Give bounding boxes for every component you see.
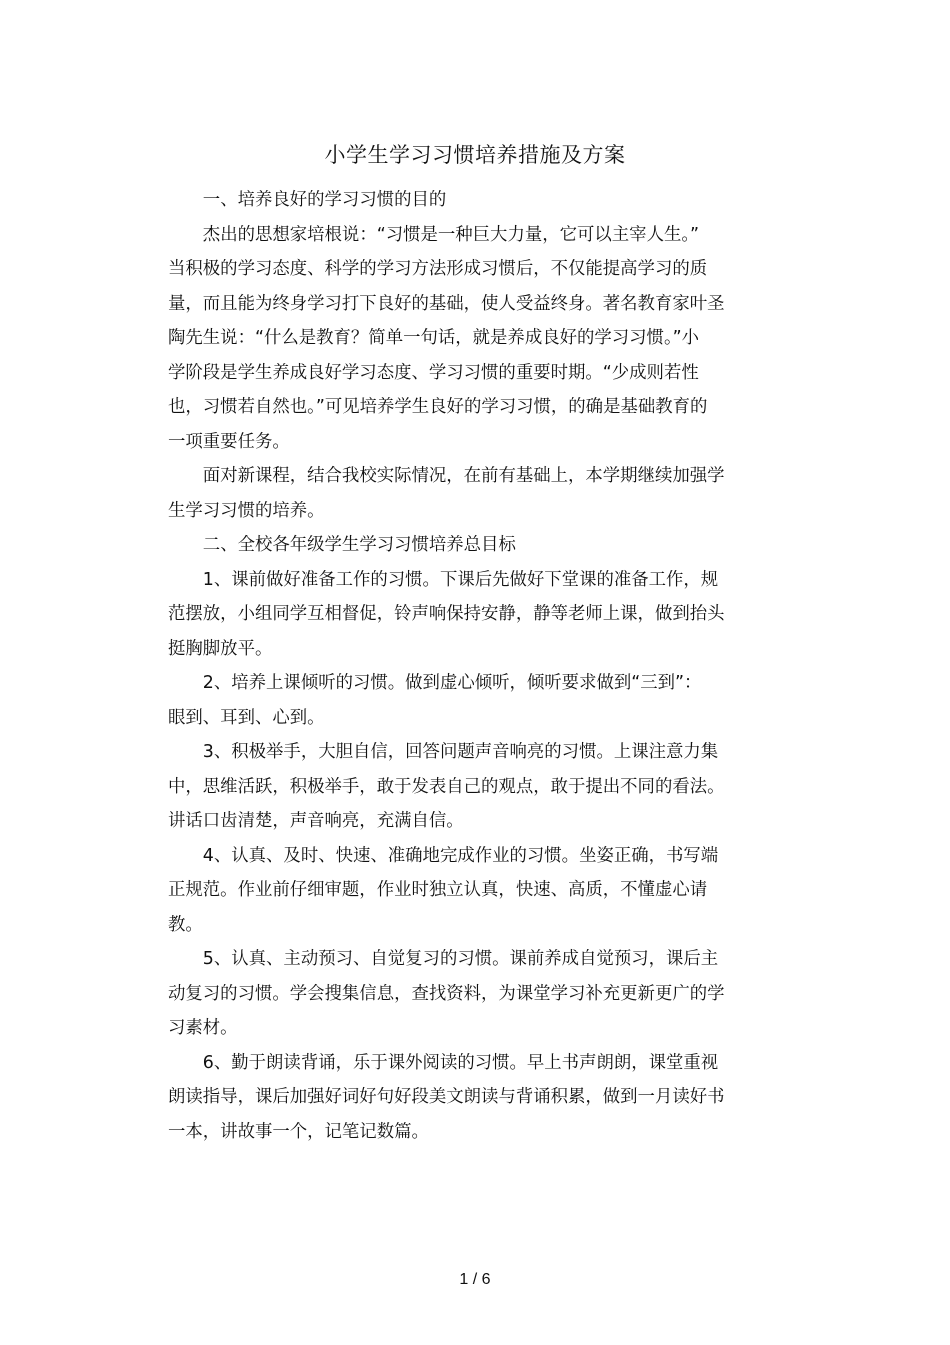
text-line: 习素材。	[168, 1018, 238, 1038]
document-title: 小学生学习习惯培养措施及方案	[324, 143, 626, 167]
document-body	[168, 183, 748, 1149]
text-line: 一、培养良好的学习习惯的目的	[202, 190, 447, 210]
section-heading	[168, 183, 748, 218]
text-line: 当积极的学习态度、科学的学习方法形成习惯后，不仅能提高学习的质	[168, 259, 708, 279]
text-line: 挺胸脚放平。	[168, 638, 273, 659]
list-item	[168, 563, 748, 667]
text-line: 朗读指导，课后加强好词好句好段美文朗读与背诵积累，做到一月读好书	[168, 1087, 725, 1107]
text-line: 陶先生说：“什么是教育？简单一句话，就是养成良好的学习习惯。”小	[168, 328, 700, 348]
text-line: 范摆放，小组同学互相督促，铃声响保持安静，静等老师上课，做到抬头	[168, 604, 725, 624]
text-line: 学阶段是学生养成良好学习态度、学习习惯的重要时期。“少成则若性	[168, 362, 699, 383]
text-line: 讲话口齿清楚，声音响亮，充满自信。	[168, 811, 464, 831]
list-item	[168, 942, 748, 1046]
text-line: 也，习惯若自然也。”可见培养学生良好的学习习惯，的确是基础教育的	[168, 397, 708, 417]
paragraph	[168, 459, 748, 528]
text-line: 2、培养上课倾听的习惯。做到虚心倾听，倾听要求做到“三到”：	[202, 673, 702, 693]
section-heading	[168, 528, 748, 563]
text-line: 3、积极举手，大胆自信，回答问题声音响亮的习惯。上课注意力集	[202, 742, 719, 762]
text-line: 眼到、耳到、心到。	[168, 707, 325, 728]
text-line: 4、认真、及时、快速、准确地完成作业的习惯。坐姿正确，书写端	[202, 845, 719, 866]
text-line: 5、认真、主动预习、自觉复习的习惯。课前养成自觉预习，课后主	[202, 949, 719, 969]
list-item	[168, 839, 748, 943]
text-line: 动复习的习惯。学会搜集信息，查找资料，为课堂学习补充更新更广的学	[168, 983, 725, 1004]
paragraph	[168, 218, 748, 460]
text-line: 6、勤于朗读背诵，乐于课外阅读的习惯。早上书声朗朗，课堂重视	[202, 1052, 719, 1073]
text-line: 面对新课程，结合我校实际情况，在前有基础上，本学期继续加强学	[202, 466, 725, 486]
text-line: 教。	[168, 914, 203, 935]
text-line: 一项重要任务。	[168, 431, 290, 452]
text-line: 一本，讲故事一个，记笔记数篇。	[168, 1121, 429, 1142]
text-line: 生学习习惯的培养。	[168, 500, 325, 521]
text-line: 二、全校各年级学生学习习惯培养总目标	[202, 535, 516, 555]
text-line: 1、课前做好准备工作的习惯。下课后先做好下堂课的准备工作，规	[202, 569, 719, 590]
text-line: 杰出的思想家培根说：“习惯是一种巨大力量，它可以主宰人生。”	[202, 224, 700, 245]
text-line: 量，而且能为终身学习打下良好的基础，使人受益终身。著名教育家叶圣	[168, 293, 725, 314]
text-line: 正规范。作业前仔细审题，作业时独立认真，快速、高质，不懂虚心请	[168, 880, 708, 900]
list-item	[168, 666, 748, 735]
text-line: 中，思维活跃，积极举手，敢于发表自己的观点，敢于提出不同的看法。	[168, 776, 725, 797]
list-item	[168, 1046, 748, 1150]
list-item	[168, 735, 748, 839]
page-number: 1 / 6	[459, 1271, 491, 1288]
